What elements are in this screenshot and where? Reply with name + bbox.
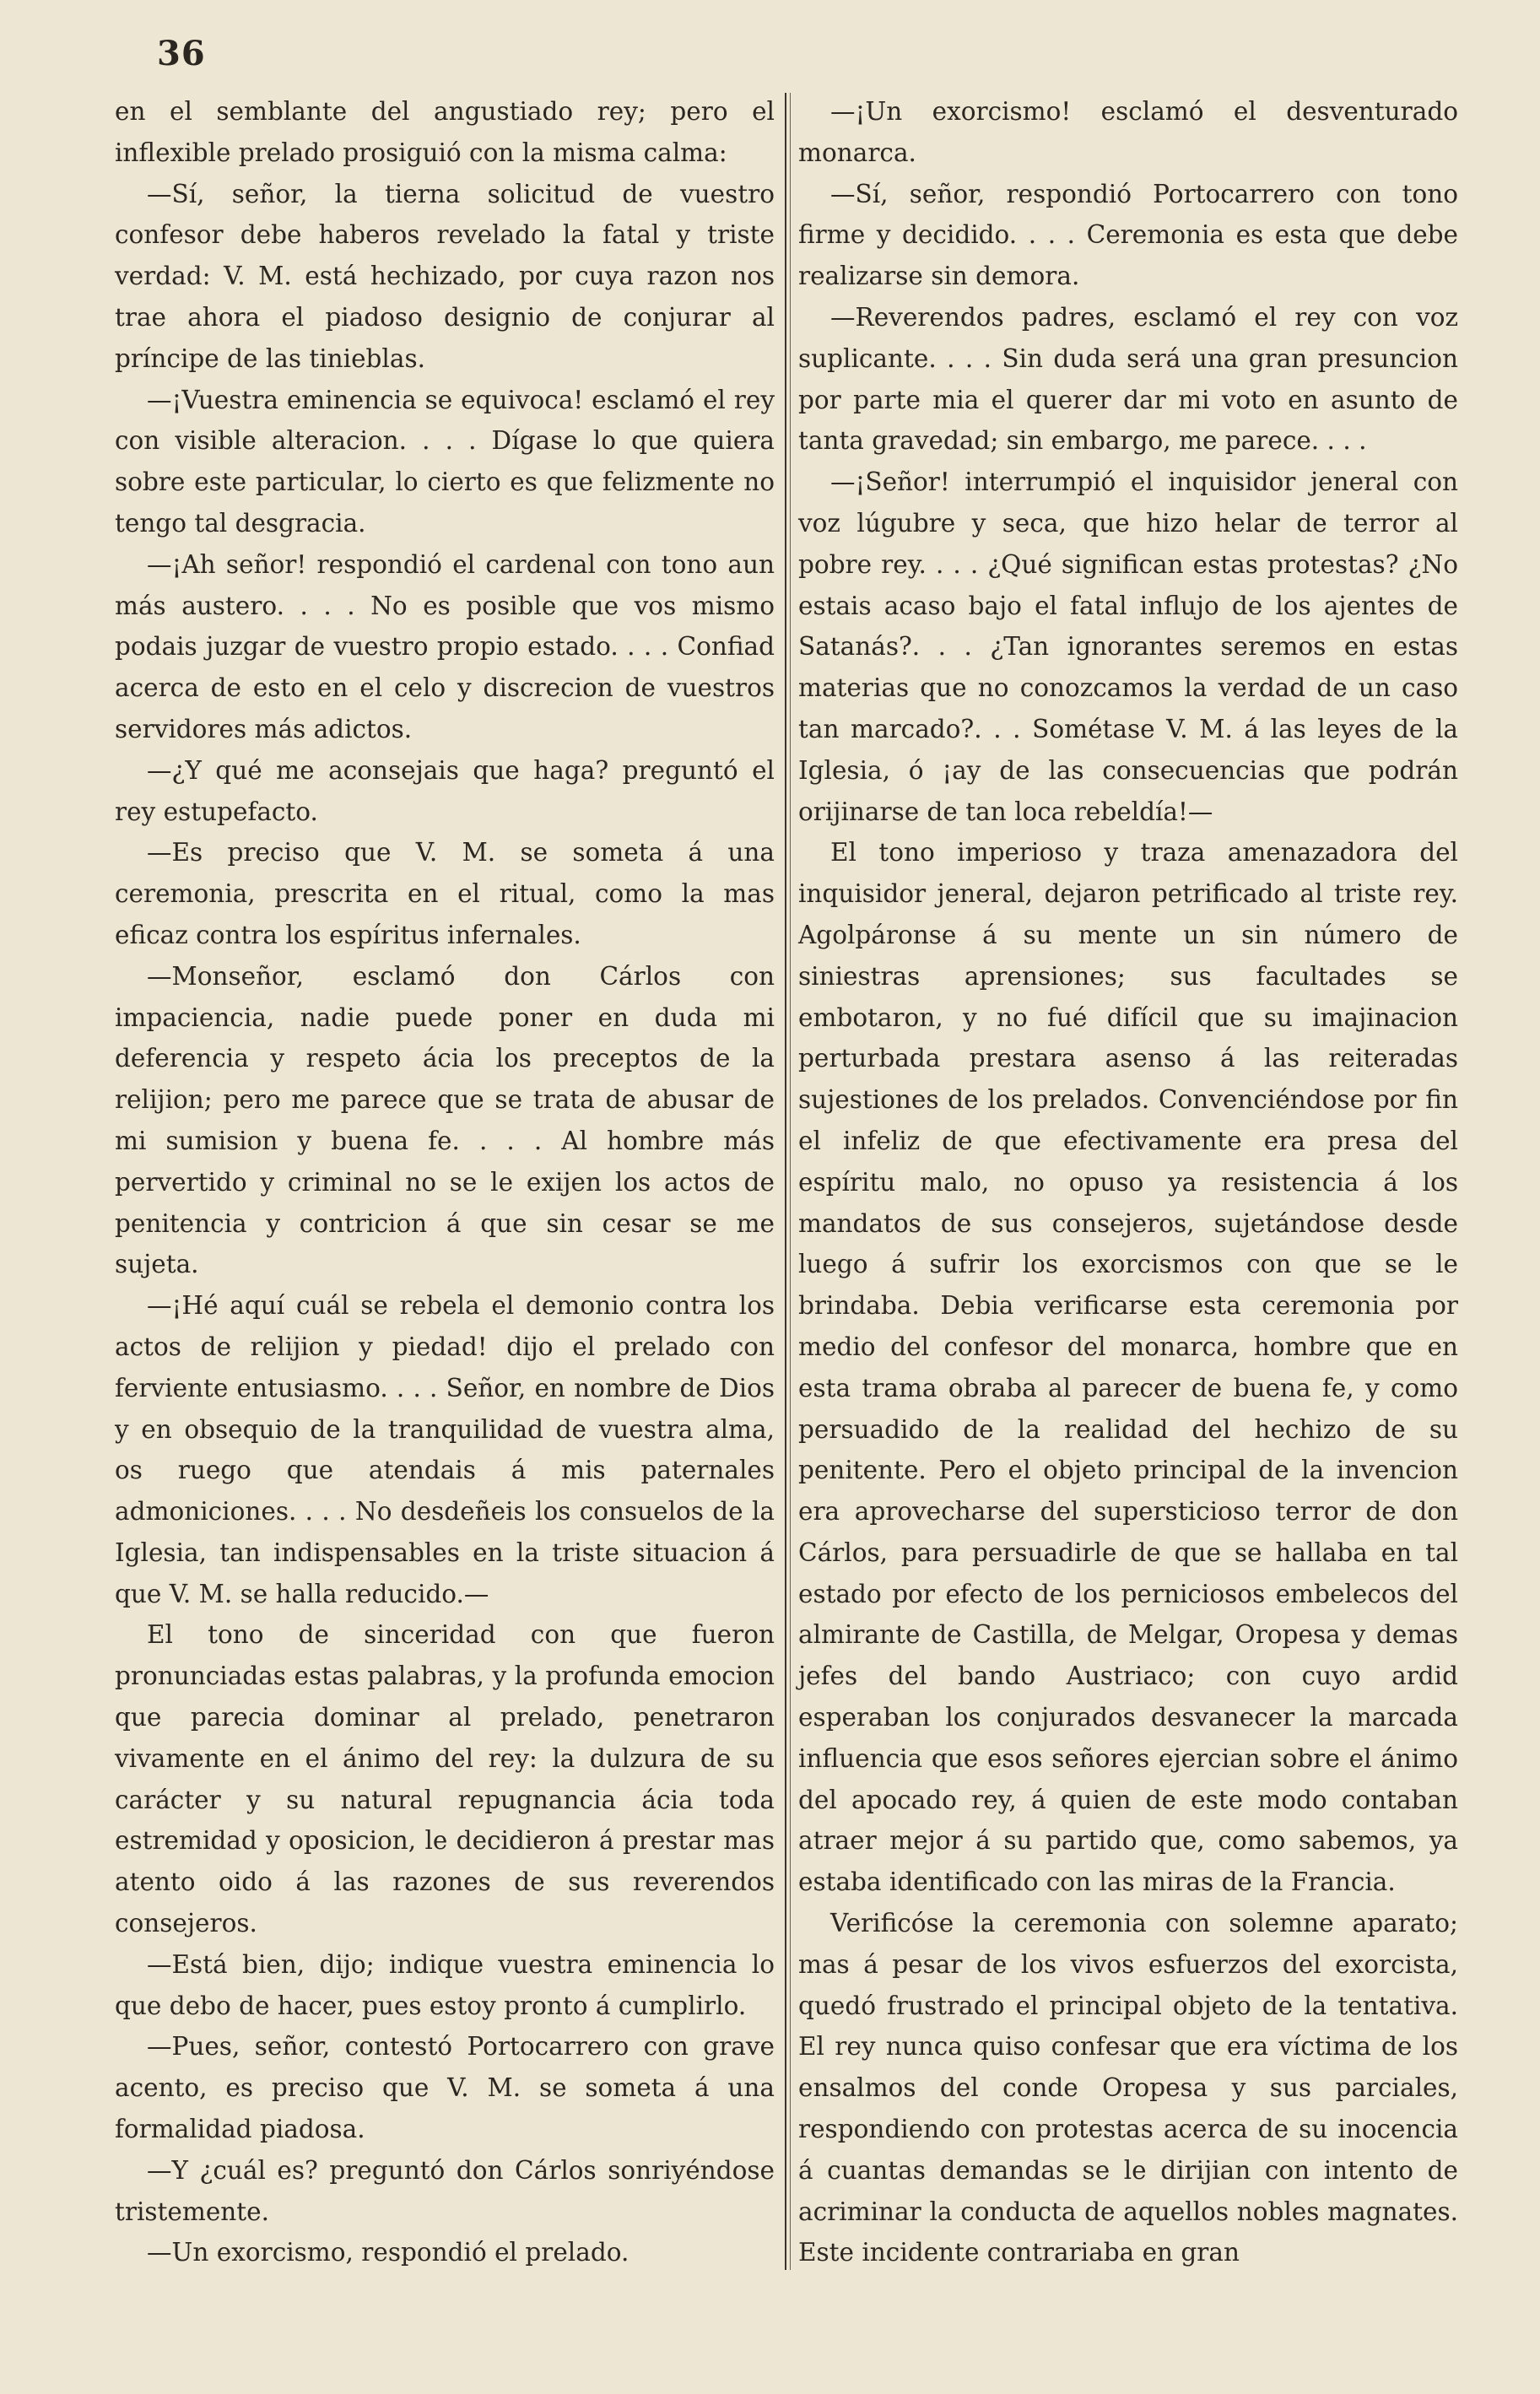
paragraph: —Reverendos padres, esclamó el rey con voz suplicante. . . . Sin duda será una gran presuncion por parte mia el querer dar mi voto en asunto de tanta gravedad; sin embargo, me parece. . . . [798, 302, 1458, 456]
page-number: 36 [157, 34, 206, 73]
paragraph: —Está bien, dijo; indique vuestra eminencia lo que debo de hacer, pues estoy pronto á cumplirlo. [115, 1949, 775, 2020]
paragraph: —¡Hé aquí cuál se rebela el demonio contra los actos de relijion y piedad! dijo el prelado con ferviente entusiasmo. . . . Señor, en nombre de Dios y en obsequio de la tranquilidad de vuestra alma, os ruego que atendais á mis paternales admoniciones. . . . No desdeñeis los consuelos de la Iglesia, tan indispensables en la triste situacion á que V. M. se halla reducido.— [115, 1291, 775, 1608]
left-column [115, 91, 775, 2273]
paragraph: en el semblante del angustiado rey; pero el inflexible prelado prosiguió con la misma calma: [115, 97, 775, 167]
paragraph: —¡Vuestra eminencia se equivoca! esclamó el rey con visible alteracion. . . . Dígase lo que quiera sobre este particular, lo cierto es que felizmente no tengo tal desgracia. [115, 385, 775, 538]
paragraph: —¡Señor! interrumpió el inquisidor jeneral con voz lúgubre y seca, que hizo helar de terror al pobre rey. . . . ¿Qué significan estas protestas? ¿No estais acaso bajo el fatal influjo de los ajentes de Satanás?. . . ¿Tan ignorantes seremos en estas materias que no conozcamos la verdad de un caso tan marcado?. . . Sométase V. M. á las leyes de la Iglesia, ó ¡ay de las consecuencias que podrán orijinarse de tan loca rebeldía!— [798, 467, 1458, 826]
paragraph: —Sí, señor, la tierna solicitud de vuestro confesor debe haberos revelado la fatal y triste verdad: V. M. está hechizado, por cuya razon nos trae ahora el piadoso designio de conjurar al príncipe de las tinieblas. [115, 179, 775, 373]
paragraph: —Y ¿cuál es? preguntó don Cárlos sonriyéndose tristemente. [115, 2155, 775, 2226]
paragraph: El tono imperioso y traza amenazadora del inquisidor jeneral, dejaron petrificado al triste rey. Agolpáronse á su mente un sin número de siniestras aprensiones; sus facultades se embotaron, y no fué difícil que su imajinacion perturbada prestara asenso á las reiteradas sujestiones de los prelados. Convenciéndose por fin el infeliz de que efectivamente era presa del espíritu malo, no opuso ya resistencia á los mandatos de sus consejeros, sujetándose desde luego á sufrir los exorcismos con que se le brindaba. Debia verificarse esta ceremonia por medio del confesor del monarca, hombre que en esta trama obraba al parecer de buena fe, y como persuadido de la realidad del hechizo de su penitente. Pero el objeto principal de la invencion era aprovecharse del supersticioso terror de don Cárlos, para persuadirle de que se hallaba en tal estado por efecto de los perniciosos embelecos del almirante de Castilla, de Melgar, Oropesa y demas jefes del bando Austriaco; con cuyo ardid esperaban los conjurados desvanecer la marcada influencia que esos señores ejercian sobre el ánimo del apocado rey, á quien de este modo contaban atraer mejor á su partido que, como sabemos, ya estaba identificado con las miras de la Francia. [798, 838, 1458, 1897]
column-divider [785, 93, 786, 2270]
column-divider-inner [790, 93, 791, 2270]
paragraph: —Es preciso que V. M. se someta á una ceremonia, prescrita en el ritual, como la mas eficaz contra los espíritus infernales. [115, 838, 775, 949]
right-column [798, 91, 1458, 2273]
paragraph: —¡Ah señor! respondió el cardenal con tono aun más austero. . . . No es posible que vos mismo podais juzgar de vuestro propio estado. . . . Confiad acerca de esto en el celo y discrecion de vuestros servidores más adictos. [115, 549, 775, 743]
paragraph: —Sí, señor, respondió Portocarrero con tono firme y decidido. . . . Ceremonia es esta que debe realizarse sin demora. [798, 179, 1458, 291]
paragraph: El tono de sinceridad con que fueron pronunciadas estas palabras, y la profunda emocion que parecia dominar al prelado, penetraron vivamente en el ánimo del rey: la dulzura de su carácter y su natural repugnancia ácia toda estremidad y oposicion, le decidieron á prestar mas atento oido á las razones de sus reverendos consejeros. [115, 1620, 775, 1938]
paragraph: —¡Un exorcismo! esclamó el desventurado monarca. [798, 97, 1458, 167]
paragraph: Verificóse la ceremonia con solemne aparato; mas á pesar de los vivos esfuerzos del exorcista, quedó frustrado el principal objeto de la tentativa. El rey nunca quiso confesar que era víctima de los ensalmos del conde Oropesa y sus parciales, respondiendo con protestas acerca de su inocencia á cuantas demandas se le dirijian con intento de acriminar la conducta de aquellos nobles magnates. Este incidente contrariaba en gran [798, 1909, 1458, 2267]
paragraph: —¿Y qué me aconsejais que haga? preguntó el rey estupefacto. [115, 755, 775, 826]
paragraph: —Pues, señor, contestó Portocarrero con grave acento, es preciso que V. M. se someta á una formalidad piadosa. [115, 2032, 775, 2144]
paragraph: —Un exorcismo, respondió el prelado. [147, 2238, 630, 2267]
paragraph: —Monseñor, esclamó don Cárlos con impaciencia, nadie puede poner en duda mi deferencia y respeto ácia los preceptos de la relijion; pero me parece que se trata de abusar de mi sumision y buena fe. . . . Al hombre más pervertido y criminal no se le exijen los actos de penitencia y contricion á que sin cesar se me sujeta. [115, 961, 775, 1279]
